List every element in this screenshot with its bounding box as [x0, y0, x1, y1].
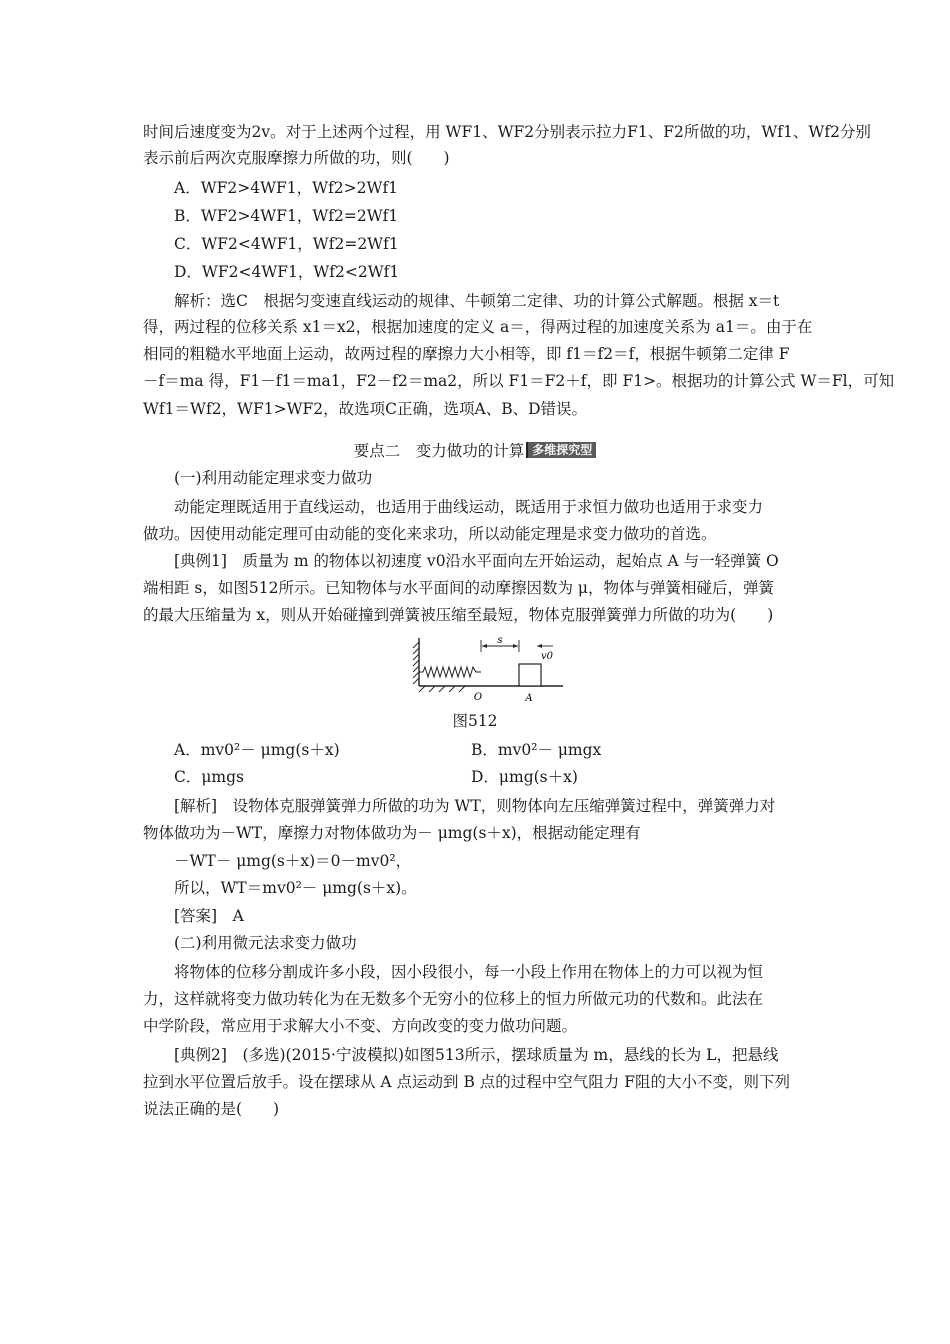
v0-label: v0 [540, 651, 554, 662]
a-label: A [525, 693, 533, 704]
option-a: A．WF2>4WF1，Wf2>2Wf1 [174, 179, 399, 197]
solution-line-4: 所以，WT＝mv0²－ μmg(s＋x)。 [174, 879, 417, 897]
option-d: D．WF2<4WF1，Wf2<2Wf1 [174, 263, 400, 281]
solution-line-2: 物体做功为－WT，摩擦力对物体做功为－ μmg(s＋x)，根据动能定理有 [143, 824, 641, 842]
dim-arrow-right [513, 644, 518, 648]
spring [419, 667, 481, 677]
example1-line-1: [典例1] 质量为 m 的物体以初速度 v0沿水平面向左开始运动，起始点 A 与一轻弹簧 O [174, 552, 779, 570]
spring-block-figure [405, 634, 565, 706]
sub2-line-1: 将物体的位移分割成许多小段，因小段很小，每一小段上作用在物体上的力可以视为恒 [174, 963, 764, 981]
option-b: B．WF2>4WF1，Wf2=2Wf1 [174, 207, 399, 225]
question-line-2: 表示前后两次克服摩擦力所做的功，则( ) [143, 149, 450, 167]
analysis-line-2: 得，两过程的位移关系 x1＝x2，根据加速度的定义 a＝，得两过程的加速度关系为 a1＝。由于在 [143, 318, 813, 336]
section-badge: 多维探究型 [526, 442, 596, 458]
sub1-title: (一)利用动能定理求变力做功 [174, 469, 373, 487]
question-line-1: 时间后速度变为2v。对于上述两个过程，用 WF1、WF2分别表示拉力F1、F2所做的功，Wf1、Wf2分别 [143, 123, 871, 141]
option-c: C．WF2<4WF1，Wf2=2Wf1 [174, 235, 399, 253]
solution-line-1: [解析] 设物体克服弹簧弹力所做的功为 WT，则物体向左压缩弹簧过程中，弹簧弹力对 [174, 797, 776, 815]
example2-line-3: 说法正确的是( ) [143, 1100, 280, 1118]
block [519, 664, 541, 686]
answer-line: [答案] A [174, 907, 244, 925]
sub2-line-2: 力，这样就将变力做功转化为在无数多个无穷小的位移上的恒力所做元功的代数和。此法在 [143, 990, 764, 1008]
example1-line-2: 端相距 s，如图512所示。已知物体与水平面间的动摩擦因数为 μ，物体与弹簧相碰后，弹簧 [143, 579, 774, 597]
section-title: 要点二 变力做功的计算 [353, 442, 525, 460]
velocity-arrowhead [537, 644, 542, 648]
sub2-line-3: 中学阶段，常应用于求解大小不变、方向改变的变力做功问题。 [143, 1017, 578, 1035]
floor-hatch [419, 686, 465, 692]
example1-option-b: B．mv0²－ μmgx [471, 741, 602, 759]
example1-option-c: C．μmgs [174, 768, 245, 786]
example1-option-a: A．mv0²－ μmg(s＋x) [174, 741, 340, 759]
analysis-line-5: Wf1＝Wf2，WF1>WF2，故选项C正确，选项A、B、D错误。 [143, 400, 588, 418]
sub2-title: (二)利用微元法求变力做功 [174, 934, 357, 952]
analysis-line-4: －f＝ma 得，F1－f1＝ma1，F2－f2＝ma2，所以 F1＝F2＋f，即 F1>。根据功的计算公式 W＝Fl，可知 [143, 372, 895, 390]
analysis-line-1: 解析：选C 根据匀变速直线运动的规律、牛顿第二定律、功的计算公式解题。根据 x＝t [174, 292, 780, 310]
s-label: s [497, 635, 503, 646]
dim-arrow-left [482, 644, 487, 648]
solution-line-3: －WT－ μmg(s＋x)＝0－mv0²， [174, 852, 412, 870]
example1-option-d: D．μmg(s＋x) [471, 768, 578, 786]
example2-line-1: [典例2] (多选)(2015·宁波模拟)如图513所示，摆球质量为 m，悬线的长为 L，把悬线 [174, 1046, 779, 1064]
analysis-line-3: 相同的粗糙水平地面上运动，故两过程的摩擦力大小相等，即 f1＝f2＝f，根据牛顿第二定律 F [143, 345, 790, 363]
section-heading [0, 440, 950, 462]
sub1-line-1: 动能定理既适用于直线运动，也适用于曲线运动，既适用于求恒力做功也适用于求变力 [174, 498, 764, 516]
example1-line-3: 的最大压缩量为 x，则从开始碰撞到弹簧被压缩至最短，物体克服弹簧弹力所做的功为( ) [143, 606, 774, 624]
sub1-line-2: 做功。因使用动能定理可由动能的变化来求功，所以动能定理是求变力做功的首选。 [143, 525, 717, 543]
o-label: O [473, 692, 483, 703]
example2-line-2: 拉到水平位置后放手。设在摆球从 A 点运动到 B 点的过程中空气阻力 F阻的大小不变，则下列 [143, 1073, 790, 1091]
wall-hatch [413, 642, 419, 684]
figure-caption: 图512 [452, 712, 498, 730]
